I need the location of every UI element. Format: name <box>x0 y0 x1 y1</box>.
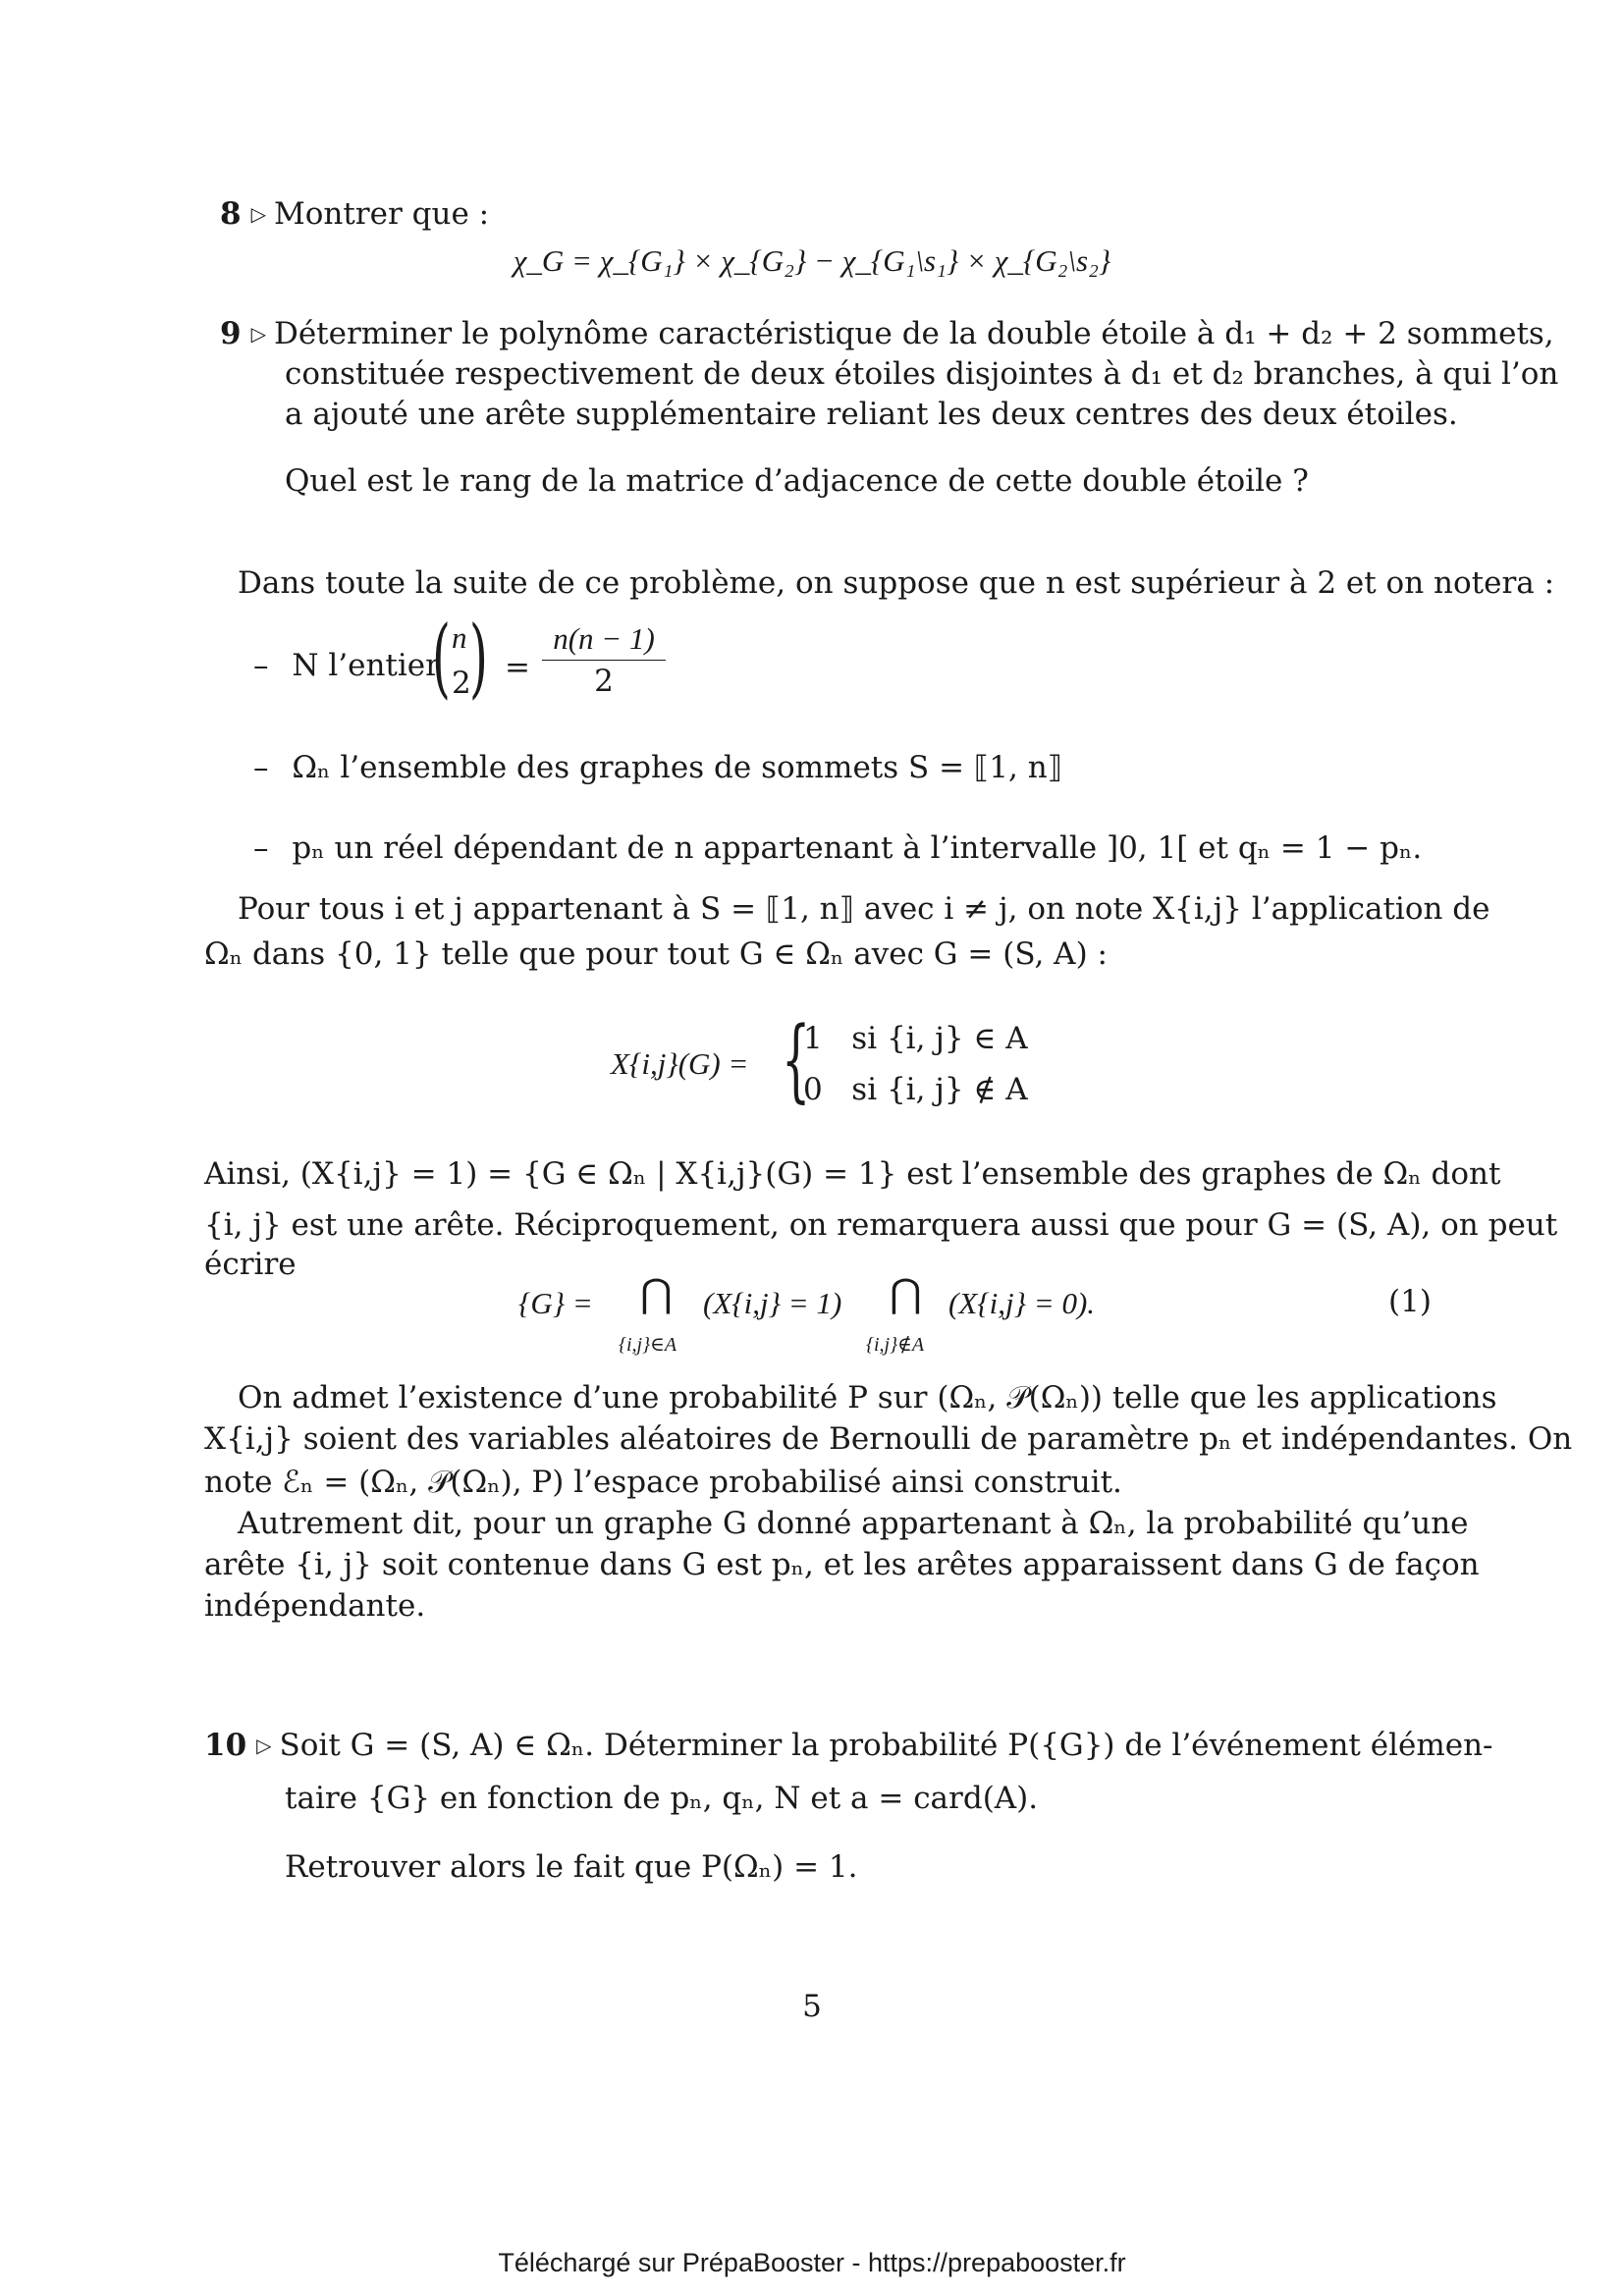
binom-equals: = <box>505 650 530 685</box>
binomial: ( n 2 ) <box>432 607 488 708</box>
bullet-text: Ωₙ l’ensemble des graphes de sommets S = ⟦1, n⟧ <box>292 750 1063 785</box>
question-line: Quel est le rang de la matrice d’adjacence de cette double étoile ? <box>285 463 1309 499</box>
question-line: constituée respectivement de deux étoiles disjointes à d₁ et d₂ branches, à qui l’on <box>285 356 1559 392</box>
ainsi-line: {i, j} est une arête. Réciproquement, on remarquera aussi que pour G = (S, A), on peut <box>204 1207 1558 1243</box>
admet-line <box>238 1378 1496 1417</box>
triangle-marker-icon: ▷ <box>250 202 266 226</box>
question-10 <box>204 1726 1493 1768</box>
question-9 <box>220 314 1554 356</box>
admet-line: arête {i, j} soit contenue dans G est pₙ, et les arêtes apparaissent dans G de façon <box>204 1547 1480 1582</box>
binom-bottom: 2 <box>452 666 471 701</box>
bullet-dash: – <box>253 830 269 866</box>
piecewise-brace: { <box>782 1007 811 1112</box>
ainsi-line: Ainsi, (X{i,j} = 1) = {G ∈ Ωₙ | X{i,j}(G) = 1} est l’ensemble des graphes de Ωₙ dont <box>204 1156 1501 1192</box>
binom-top: n <box>452 620 467 655</box>
bullet-text: pₙ un réel dépendant de n appartenant à l’intervalle ]0, 1[ et qₙ = 1 − pₙ. <box>292 830 1423 866</box>
question-line: Déterminer le polynôme caractéristique de la double étoile à d₁ + d₂ + 2 sommets, <box>273 316 1554 351</box>
triangle-marker-icon: ▷ <box>250 322 266 346</box>
admet-line: note ℰₙ = (Ωₙ, 𝒫(Ωₙ), P) l’espace probabilisé ainsi construit. <box>204 1465 1122 1500</box>
question-number: 10 <box>204 1728 247 1763</box>
admet-line: Autrement dit, pour un graphe G donné appartenant à Ωₙ, la probabilité qu’une <box>238 1506 1469 1541</box>
bullet-omega <box>253 748 1062 787</box>
bullet-dash: – <box>253 648 269 683</box>
fraction <box>542 620 666 700</box>
piecewise-case-1: 1 si {i, j} ∈ A <box>803 1021 1028 1056</box>
piecewise-lhs: X{i,j}(G) = <box>611 1046 749 1081</box>
page-number: 5 <box>802 1989 822 2024</box>
question-line: Soit G = (S, A) ∈ Ωₙ. Déterminer la probabilité P({G}) de l’événement élémen- <box>279 1728 1493 1763</box>
eq1-intersection-2: ⋂ <box>890 1271 922 1316</box>
ainsi-line: écrire <box>204 1247 297 1282</box>
question-line: Retrouver alors le fait que P(Ωₙ) = 1. <box>285 1849 858 1885</box>
admet-line: indépendante. <box>204 1588 426 1624</box>
definition-line: Ωₙ dans {0, 1} telle que pour tout G ∈ Ωₙ avec G = (S, A) : <box>204 936 1108 972</box>
fraction-denominator: 2 <box>594 664 614 699</box>
triangle-marker-icon: ▷ <box>256 1734 272 1757</box>
eq1-term-2: (X{i,j} = 0). <box>948 1286 1096 1320</box>
admet-line: X{i,j} soient des variables aléatoires de Bernoulli de paramètre pₙ et indépendantes. On <box>204 1421 1573 1457</box>
question-number: 8 <box>220 196 242 232</box>
question-text: Montrer que : <box>273 196 490 232</box>
question-line: a ajouté une arête supplémentaire reliant les deux centres des deux étoiles. <box>285 397 1458 432</box>
definition-line: Pour tous i et j appartenant à S = ⟦1, n⟧ avec i ≠ j, on note X{i,j} l’application de <box>238 891 1490 927</box>
eq1-sub-1: {i,j}∈A <box>619 1334 677 1356</box>
bullet-dash: – <box>253 750 269 785</box>
eq1-intersection-1: ⋂ <box>640 1271 673 1316</box>
eq1-sub-2: {i,j}∉A <box>866 1334 925 1356</box>
piecewise-case-2: 0 si {i, j} ∉ A <box>803 1072 1028 1107</box>
eq1-term-1: (X{i,j} = 1) <box>703 1286 842 1320</box>
question-number: 9 <box>220 316 242 351</box>
intro-paragraph: Dans toute la suite de ce problème, on suppose que n est supérieur à 2 et on notera : <box>238 565 1555 601</box>
question-line: taire {G} en fonction de pₙ, qₙ, N et a = card(A). <box>285 1781 1039 1816</box>
bullet-n <box>253 646 440 685</box>
formula-chi: χ_G = χ_{G₁} × χ_{G₂} − χ_{G₁\s₁} × χ_{G₂\s₂} <box>513 243 1111 278</box>
bullet-text: N l’entier <box>292 648 440 683</box>
admet-line-text: On admet l’existence d’une probabilité P sur (Ωₙ, 𝒫(Ωₙ)) telle que les applications <box>238 1380 1497 1415</box>
question-8 <box>220 194 489 237</box>
fraction-numerator: n(n − 1) <box>553 621 655 656</box>
equation-number: (1) <box>1388 1284 1432 1319</box>
bullet-pn <box>253 828 1422 868</box>
eq1-lhs: {G} = <box>518 1286 593 1320</box>
footer-download-note: Téléchargé sur PrépaBooster - https://prepabooster.fr <box>498 2248 1126 2277</box>
